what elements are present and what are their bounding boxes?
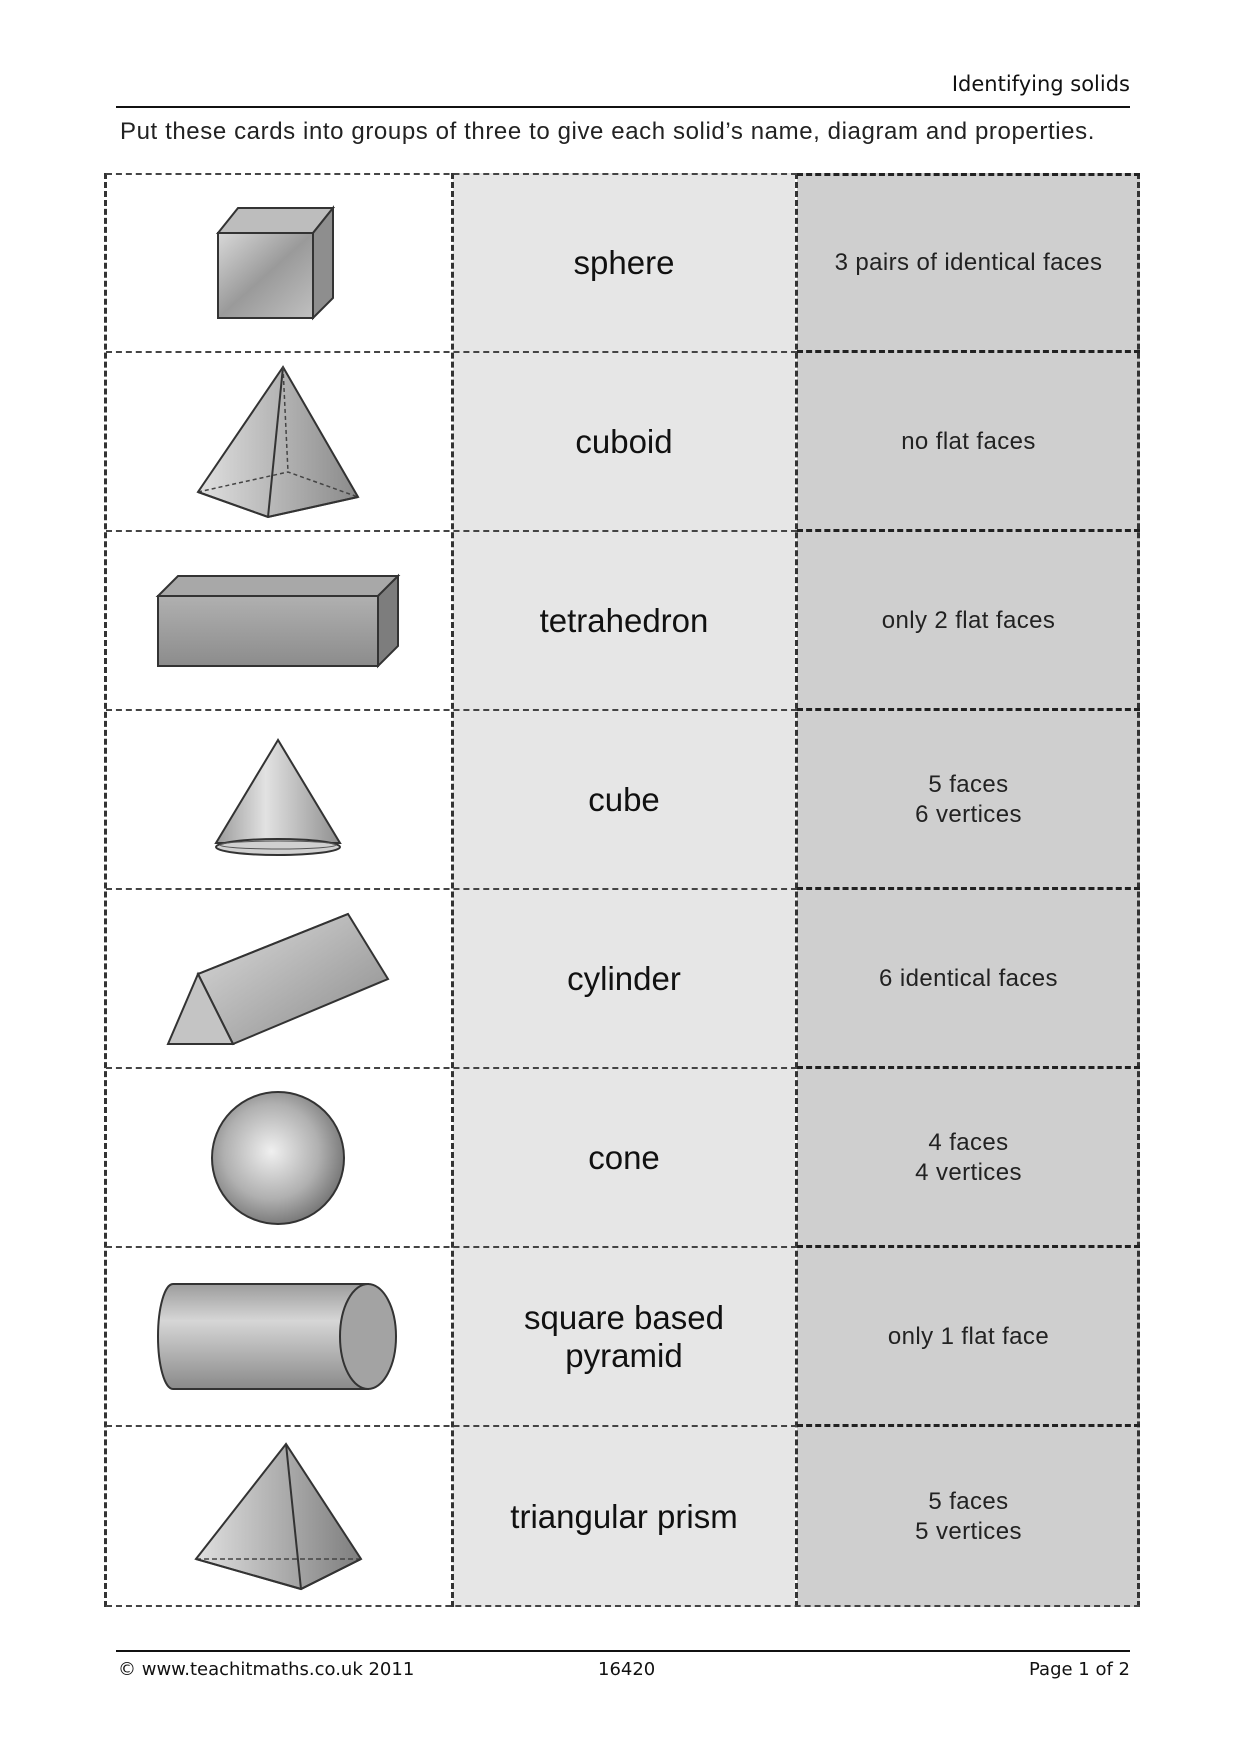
cut-line-vertical: [795, 173, 798, 1607]
cut-line-horizontal: [106, 1246, 797, 1248]
cut-line-horizontal: [106, 1605, 1140, 1607]
cut-line-vertical: [451, 173, 454, 1607]
card-text: [888, 1322, 1049, 1352]
cut-line-horizontal: [797, 1424, 1140, 1427]
name-card[interactable]: [453, 173, 795, 352]
card-text: [510, 1498, 737, 1536]
card-text-line: 4 faces: [928, 1128, 1009, 1156]
card-text: [879, 964, 1058, 994]
cuboid-icon: [153, 571, 403, 671]
name-card[interactable]: [453, 889, 795, 1068]
cut-line-horizontal: [797, 173, 1140, 176]
card-text: [915, 770, 1022, 830]
card-text: [915, 1487, 1022, 1547]
card-text-line: 5 faces: [928, 1487, 1009, 1515]
card-text: [588, 781, 660, 819]
card-text-line: only 2 flat faces: [881, 606, 1056, 634]
card-text: [915, 1128, 1022, 1188]
cut-line-horizontal: [106, 1067, 797, 1069]
cut-line-horizontal: [797, 1066, 1140, 1069]
footer-page-number: Page 1 of 2: [1029, 1659, 1130, 1680]
card-text: [882, 606, 1056, 636]
property-card[interactable]: [797, 173, 1140, 352]
card-text: [588, 1139, 660, 1177]
card-text-line: cylinder: [567, 959, 681, 997]
cone-icon: [208, 735, 348, 865]
cut-line-horizontal: [106, 1425, 797, 1427]
card-text: [524, 1299, 724, 1375]
property-card[interactable]: [797, 710, 1140, 889]
card-text-line: no flat faces: [901, 427, 1036, 455]
instruction-text: Put these cards into groups of three to give each solid’s name, diagram and properties.: [120, 118, 1095, 145]
card-text: [575, 423, 672, 461]
diagram-card[interactable]: [106, 1068, 450, 1247]
cut-line-horizontal: [106, 888, 797, 890]
card-text-line: 5 faces: [928, 770, 1009, 798]
card-text-line: only 1 flat face: [887, 1322, 1050, 1350]
card-text: [574, 244, 675, 282]
footer-code: 16420: [598, 1659, 656, 1680]
card-text-line: sphere: [573, 243, 675, 281]
card-text-line: tetrahedron: [539, 601, 709, 639]
diagram-card[interactable]: [106, 1426, 450, 1607]
name-card[interactable]: [453, 1247, 795, 1426]
property-card[interactable]: [797, 1247, 1140, 1426]
card-text-line: 3 pairs of identical faces: [834, 248, 1103, 276]
card-text-line: cuboid: [575, 422, 673, 460]
cut-line-vertical: [104, 173, 107, 1607]
cut-line-vertical: [1137, 173, 1140, 1607]
cube-icon: [213, 203, 343, 323]
name-card[interactable]: [453, 352, 795, 531]
cut-line-horizontal: [106, 530, 797, 532]
card-text-line: cube: [588, 780, 660, 818]
name-card[interactable]: [453, 1426, 795, 1607]
triangular-prism-icon: [163, 909, 393, 1049]
cut-line-horizontal: [797, 350, 1140, 353]
card-text-line: 4 vertices: [915, 1158, 1022, 1186]
tetrahedron-icon: [191, 1439, 366, 1594]
cylinder-icon: [153, 1279, 403, 1394]
card-text: [540, 602, 709, 640]
diagram-card[interactable]: [106, 173, 450, 352]
name-card[interactable]: [453, 710, 795, 889]
card-grid: [106, 173, 1140, 1607]
property-card[interactable]: [797, 1068, 1140, 1247]
card-text-line: triangular prism: [510, 1497, 738, 1535]
property-card[interactable]: [797, 352, 1140, 531]
name-card[interactable]: [453, 531, 795, 710]
property-card[interactable]: [797, 1426, 1140, 1607]
property-card[interactable]: [797, 531, 1140, 710]
card-text-line: 6 vertices: [915, 800, 1022, 828]
card-text: [901, 427, 1036, 457]
diagram-card[interactable]: [106, 1247, 450, 1426]
diagram-card[interactable]: [106, 352, 450, 531]
diagram-card[interactable]: [106, 710, 450, 889]
footer-rule: [116, 1650, 1130, 1652]
card-text: [567, 960, 681, 998]
name-card[interactable]: [453, 1068, 795, 1247]
property-card[interactable]: [797, 889, 1140, 1068]
diagram-card[interactable]: [106, 889, 450, 1068]
cut-line-horizontal: [106, 709, 797, 711]
header-rule: [116, 106, 1130, 108]
card-text-line: cone: [588, 1138, 660, 1176]
cut-line-horizontal: [797, 708, 1140, 711]
diagram-card[interactable]: [106, 531, 450, 710]
cut-line-horizontal: [106, 173, 797, 175]
sphere-icon: [208, 1088, 348, 1228]
card-text-line: square based: [524, 1298, 724, 1336]
cut-line-horizontal: [106, 351, 797, 353]
page-title: Identifying solids: [951, 72, 1130, 96]
footer-copyright: © www.teachitmaths.co.uk 2011: [118, 1659, 415, 1680]
card-text-line: pyramid: [565, 1336, 683, 1374]
cut-line-horizontal: [797, 529, 1140, 532]
square-based-pyramid-icon: [193, 362, 363, 522]
card-text-line: 5 vertices: [915, 1517, 1022, 1545]
cut-line-horizontal: [797, 1245, 1140, 1248]
card-text-line: 6 identical faces: [879, 964, 1058, 992]
cut-line-horizontal: [797, 887, 1140, 890]
card-text: [835, 248, 1103, 278]
